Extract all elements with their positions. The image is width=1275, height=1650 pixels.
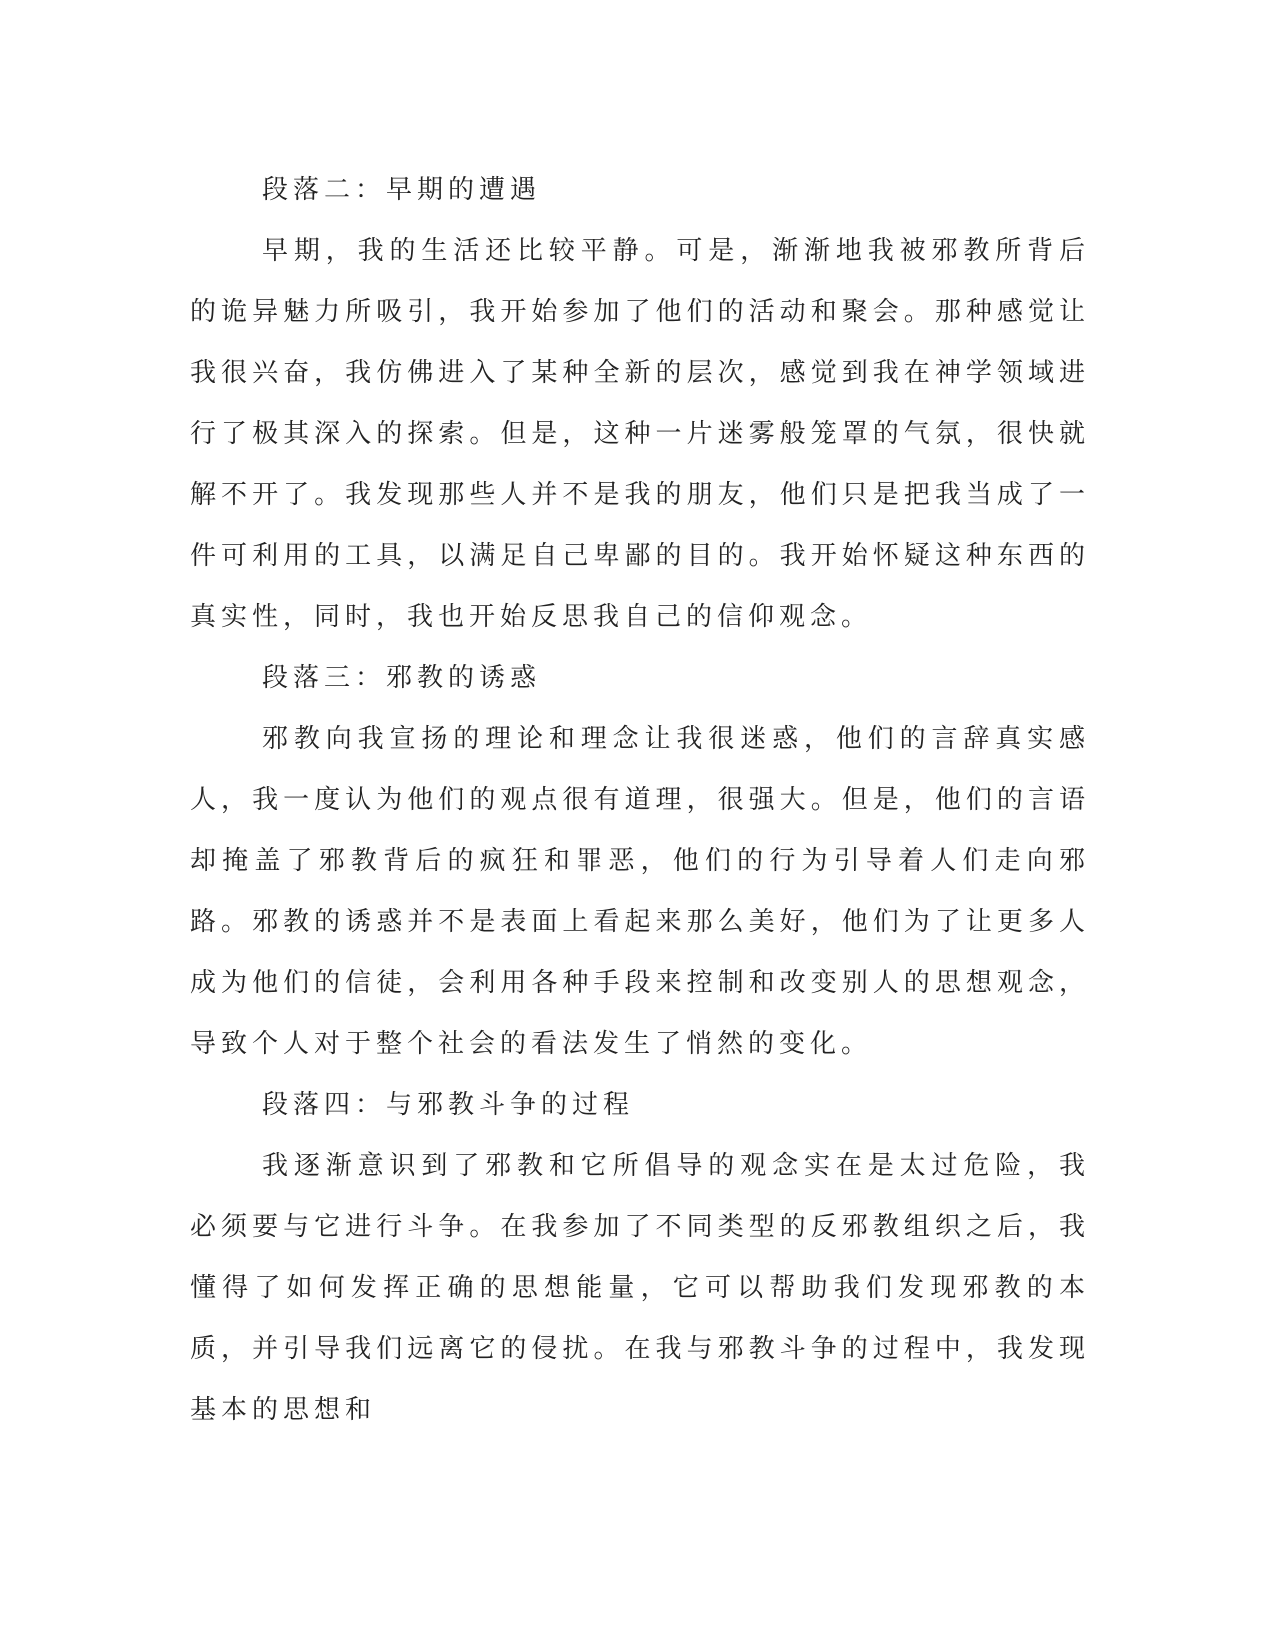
section-heading: 段落二：早期的遭遇 <box>262 175 542 205</box>
section-4 <box>190 1075 1090 1441</box>
document-body <box>190 160 1090 1441</box>
section-heading: 段落四：与邪教斗争的过程 <box>262 1090 635 1120</box>
section-3 <box>190 648 1090 1075</box>
section-paragraph: 我逐渐意识到了邪教和它所倡导的观念实在是太过危险，我必须要与它进行斗争。在我参加了不同类型的反邪教组织之后，我懂得了如何发挥正确的思想能量，它可以帮助我们发现邪教的本质，并引导我们远离它的侵扰。在我与邪教斗争的过程中，我发现基本的思想和 <box>190 1151 1090 1425</box>
section-paragraph: 邪教向我宣扬的理论和理念让我很迷惑，他们的言辞真实感人，我一度认为他们的观点很有道理，很强大。但是，他们的言语却掩盖了邪教背后的疯狂和罪恶，他们的行为引导着人们走向邪路。邪教的诱惑并不是表面上看起来那么美好，他们为了让更多人成为他们的信徒，会利用各种手段来控制和改变别人的思想观念，导致个人对于整个社会的看法发生了悄然的变化。 <box>190 724 1090 1059</box>
section-2 <box>190 160 1090 648</box>
section-heading: 段落三：邪教的诱惑 <box>262 663 542 693</box>
section-paragraph: 早期，我的生活还比较平静。可是，渐渐地我被邪教所背后的诡异魅力所吸引，我开始参加了他们的活动和聚会。那种感觉让我很兴奋，我仿佛进入了某种全新的层次，感觉到我在神学领域进行了极其深入的探索。但是，这种一片迷雾般笼罩的气氛，很快就解不开了。我发现那些人并不是我的朋友，他们只是把我当成了一件可利用的工具，以满足自己卑鄙的目的。我开始怀疑这种东西的真实性，同时，我也开始反思我自己的信仰观念。 <box>190 236 1090 632</box>
